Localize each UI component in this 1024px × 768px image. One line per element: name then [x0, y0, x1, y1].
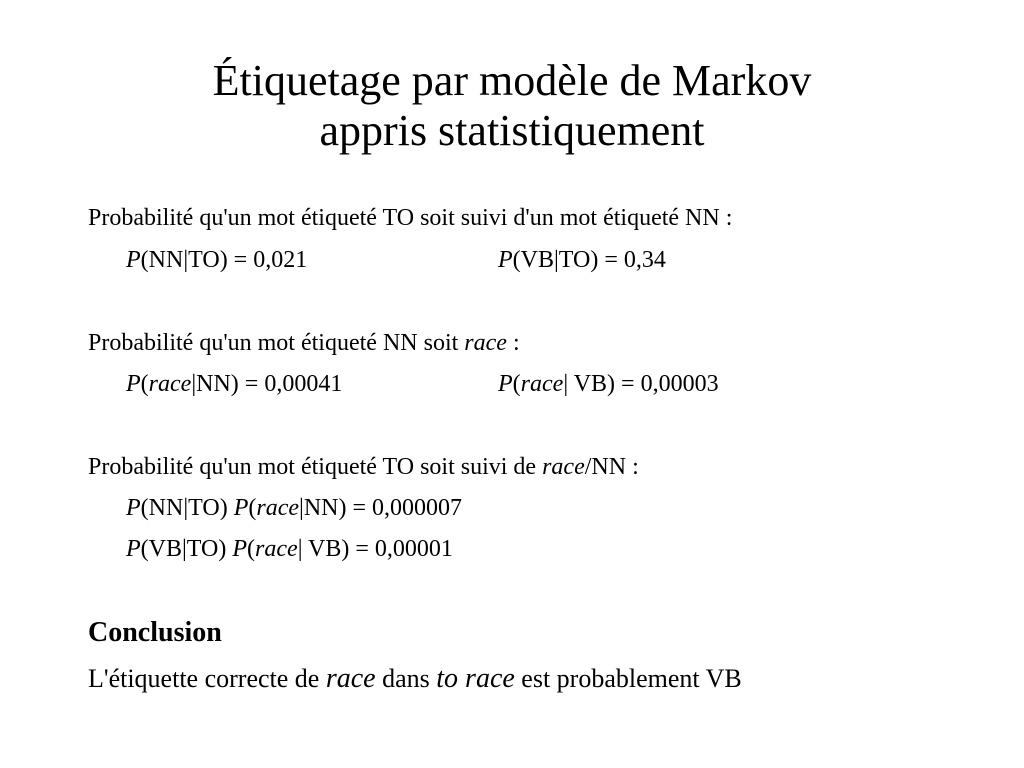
- section2-intro: Probabilité qu'un mot étiqueté NN soit race :: [88, 330, 520, 356]
- slide-title: [0, 56, 1024, 156]
- slide-title-line-1: Étiquetage par modèle de Markov: [212, 56, 812, 105]
- conclusion-heading: Conclusion: [88, 617, 222, 648]
- section2-prob-race-vb: P(race| VB) = 0,00003: [498, 371, 719, 397]
- section2-probabilities: [126, 369, 719, 399]
- conclusion-text: L'étiquette correcte de race dans to race est probablement VB: [88, 663, 742, 694]
- section1-prob-vb-to: P(VB|TO) = 0,34: [498, 247, 666, 273]
- section1-probabilities: [126, 245, 666, 275]
- section1-intro: Probabilité qu'un mot étiqueté TO soit suivi d'un mot étiqueté NN :: [88, 205, 733, 231]
- slide-title-line-2: appris statistiquement: [319, 106, 705, 155]
- section3-product-vb: P(VB|TO) P(race| VB) = 0,00001: [126, 536, 453, 562]
- section2-prob-race-nn: P(race|NN) = 0,00041: [126, 371, 343, 397]
- section3-intro: Probabilité qu'un mot étiqueté TO soit suivi de race/NN :: [88, 454, 639, 480]
- section3-product-nn: P(NN|TO) P(race|NN) = 0,000007: [126, 495, 463, 521]
- section1-prob-nn-to: P(NN|TO) = 0,021: [126, 247, 308, 273]
